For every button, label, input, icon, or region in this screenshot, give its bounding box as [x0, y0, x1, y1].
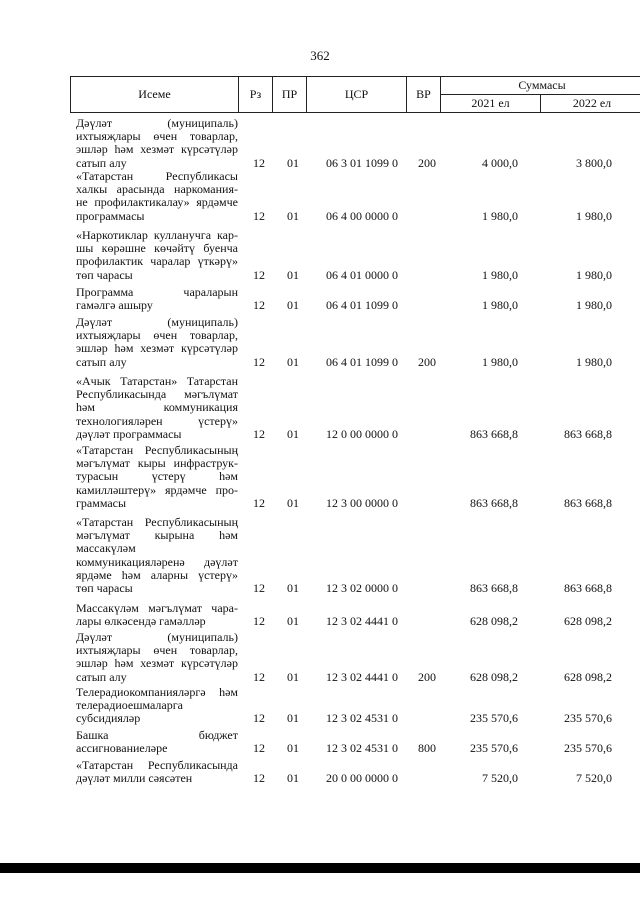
row-name-line: мәгълүмат кырына һәм [76, 529, 238, 543]
row-sum-2022: 863 668,8 [564, 581, 612, 595]
header-year-2021: 2021 ел [441, 95, 541, 113]
header-pr: ПР [273, 77, 307, 113]
row-name [76, 375, 238, 441]
row-sum-2021: 235 570,6 [470, 741, 518, 756]
row-name-line: камилләштерү» ярдәмче про- [76, 483, 238, 497]
row-csr: 06 4 00 0000 0 [326, 208, 398, 223]
row-sum-2021: 1 980,0 [482, 298, 518, 313]
row-pr: 01 [287, 771, 299, 786]
row-rz: 12 [253, 155, 265, 170]
row-csr: 12 3 02 0000 0 [326, 581, 398, 595]
row-name-line: Программа чараларын [76, 286, 238, 299]
row-vr: 200 [418, 354, 436, 369]
row-sum-2021: 863 668,8 [470, 495, 518, 510]
row-rz: 12 [253, 614, 265, 629]
row-pr: 01 [287, 581, 299, 595]
row-sum-2022: 235 570,6 [564, 711, 612, 726]
row-sum-2022: 1 980,0 [576, 208, 612, 223]
row-vr: 800 [418, 741, 436, 756]
row-pr: 01 [287, 669, 299, 684]
row-name [76, 729, 238, 755]
row-sum-2022: 628 098,2 [564, 614, 612, 629]
row-sum-2021: 628 098,2 [470, 669, 518, 684]
row-name-line: дәүләт милли сәясәтен [76, 772, 193, 786]
row-name-line: Телерадиокомпанияләргә һәм [76, 686, 238, 699]
row-name-line: Массакүләм мәгълүмат чара- [76, 602, 238, 615]
row-name-line: шы көрәшне көчәйтү буенча [76, 242, 238, 256]
row-name-line: технологияләрен үстерү» [76, 414, 238, 428]
row-name-line: ихтыяҗлары өчен товарлар, [76, 130, 238, 144]
row-name-line: төп чарасы [76, 268, 133, 282]
row-name-line: программасы [76, 209, 145, 223]
row-name-line: Дәүләт (муниципаль) [76, 631, 238, 644]
row-name-line: Республикасында мәгълүмат [76, 388, 238, 402]
row-csr: 06 3 01 1099 0 [326, 155, 398, 170]
row-name-line: «Наркотиклар кулланучга кар- [76, 229, 238, 242]
row-sum-2022: 1 980,0 [576, 354, 612, 369]
row-name-line: «Татарстан Республикасының [76, 444, 238, 457]
row-pr: 01 [287, 711, 299, 726]
row-sum-2022: 863 668,8 [564, 495, 612, 510]
row-name-line: «Татарстан Республикасында [76, 759, 238, 772]
header-name: Исеме [71, 77, 239, 113]
row-name-line: «Татарстан Республикасы [76, 170, 238, 183]
row-rz: 12 [253, 354, 265, 369]
row-rz: 12 [253, 581, 265, 595]
row-sum-2021: 1 980,0 [482, 208, 518, 223]
row-pr: 01 [287, 426, 299, 441]
row-pr: 01 [287, 208, 299, 223]
row-name-line: лары өлкәсендә гамәлләр [76, 615, 206, 629]
row-sum-2021: 7 520,0 [482, 771, 518, 786]
row-sum-2021: 628 098,2 [470, 614, 518, 629]
row-rz: 12 [253, 669, 265, 684]
row-name [76, 117, 238, 170]
row-sum-2021: 863 668,8 [470, 426, 518, 441]
row-name-line: граммасы [76, 496, 127, 510]
row-sum-2022: 3 800,0 [576, 155, 612, 170]
row-rz: 12 [253, 208, 265, 223]
row-name-line: сатып алу [76, 355, 127, 369]
row-rz: 12 [253, 495, 265, 510]
row-pr: 01 [287, 741, 299, 756]
row-name-line: ихтыяҗлары өчен товарлар, [76, 329, 238, 343]
row-name-line: төп чарасы [76, 581, 133, 595]
row-name-line: мәгълүмат кыры инфраструк- [76, 457, 238, 471]
row-name-line: сатып алу [76, 670, 127, 684]
row-pr: 01 [287, 614, 299, 629]
row-csr: 12 3 02 4441 0 [326, 614, 398, 629]
row-rz: 12 [253, 771, 265, 786]
row-sum-2022: 863 668,8 [564, 426, 612, 441]
row-vr: 200 [418, 669, 436, 684]
header-sums: Суммасы [441, 77, 640, 95]
row-name-line: ассигнованиеләре [76, 742, 168, 756]
row-name [76, 686, 238, 726]
row-sum-2021: 1 980,0 [482, 354, 518, 369]
row-name [76, 759, 238, 785]
row-pr: 01 [287, 495, 299, 510]
row-name-line: дәүләт программасы [76, 427, 182, 441]
row-sum-2022: 628 098,2 [564, 669, 612, 684]
row-rz: 12 [253, 426, 265, 441]
row-name-line: Башка бюджет [76, 729, 238, 742]
row-name-line: эшләр һәм хезмәт күрсәтүләр [76, 143, 238, 157]
header-year-2022: 2022 ел [541, 95, 640, 113]
row-name-line: гамәлгә ашыру [76, 299, 153, 313]
row-sum-2021: 235 570,6 [470, 711, 518, 726]
header-rz: Рз [239, 77, 273, 113]
row-csr: 20 0 00 0000 0 [326, 771, 398, 786]
row-name-line: Дәүләт (муниципаль) [76, 316, 238, 329]
scan-edge-bar [0, 863, 640, 873]
row-sum-2021: 863 668,8 [470, 581, 518, 595]
row-name [76, 631, 238, 684]
row-pr: 01 [287, 267, 299, 282]
row-name-line: Дәүләт (муниципаль) [76, 117, 238, 130]
row-pr: 01 [287, 354, 299, 369]
row-name [76, 170, 238, 223]
row-name-line: телерадиоешмаларга [76, 699, 183, 713]
row-csr: 12 3 02 4441 0 [326, 669, 398, 684]
header-csr: ЦСР [307, 77, 407, 113]
row-csr: 06 4 01 1099 0 [326, 354, 398, 369]
row-name-line: сатып алу [76, 156, 127, 170]
row-name-line: эшләр һәм хезмәт күрсәтүләр [76, 657, 238, 671]
row-csr: 12 0 00 0000 0 [326, 426, 398, 441]
row-name-line: турасын үстерү һәм [76, 470, 238, 484]
row-sum-2022: 235 570,6 [564, 741, 612, 756]
row-name-line: профилактик чаралар үткәрү» [76, 255, 238, 269]
row-name-line: «Ачык Татарстан» Татарстан [76, 375, 238, 388]
row-name-line: массакүләм [76, 542, 136, 556]
row-name [76, 316, 238, 369]
row-csr: 12 3 02 4531 0 [326, 711, 398, 726]
row-name-line: коммуникацияләренә дәүләт [76, 555, 238, 569]
row-name-line: халкы арасында наркомания- [76, 183, 238, 197]
row-csr: 06 4 01 1099 0 [326, 298, 398, 313]
row-pr: 01 [287, 298, 299, 313]
row-sum-2021: 4 000,0 [482, 155, 518, 170]
row-pr: 01 [287, 155, 299, 170]
row-name [76, 286, 238, 312]
row-name-line: ярдәме һәм аларны үстерү» [76, 568, 238, 582]
row-name-line: «Татарстан Республикасының [76, 516, 238, 529]
row-csr: 12 3 00 0000 0 [326, 495, 398, 510]
row-name-line: не профилактикалау» ярдәмче [76, 196, 238, 210]
row-sum-2021: 1 980,0 [482, 267, 518, 282]
row-sum-2022: 1 980,0 [576, 298, 612, 313]
row-name [76, 444, 238, 510]
row-rz: 12 [253, 741, 265, 756]
row-name [76, 516, 238, 595]
row-rz: 12 [253, 267, 265, 282]
row-rz: 12 [253, 711, 265, 726]
row-name [76, 602, 238, 628]
row-csr: 12 3 02 4531 0 [326, 741, 398, 756]
row-name-line: һәм коммуникация [76, 401, 238, 415]
row-sum-2022: 1 980,0 [576, 267, 612, 282]
row-name-line: ихтыяҗлары өчен товарлар, [76, 644, 238, 658]
row-name [76, 229, 238, 282]
row-rz: 12 [253, 298, 265, 313]
header-vr: ВР [407, 77, 441, 113]
page-number: 362 [310, 48, 330, 63]
row-sum-2022: 7 520,0 [576, 771, 612, 786]
row-name-line: субсидияләр [76, 712, 141, 726]
row-vr: 200 [418, 155, 436, 170]
row-name-line: эшләр һәм хезмәт күрсәтүләр [76, 342, 238, 356]
row-csr: 06 4 01 0000 0 [326, 267, 398, 282]
